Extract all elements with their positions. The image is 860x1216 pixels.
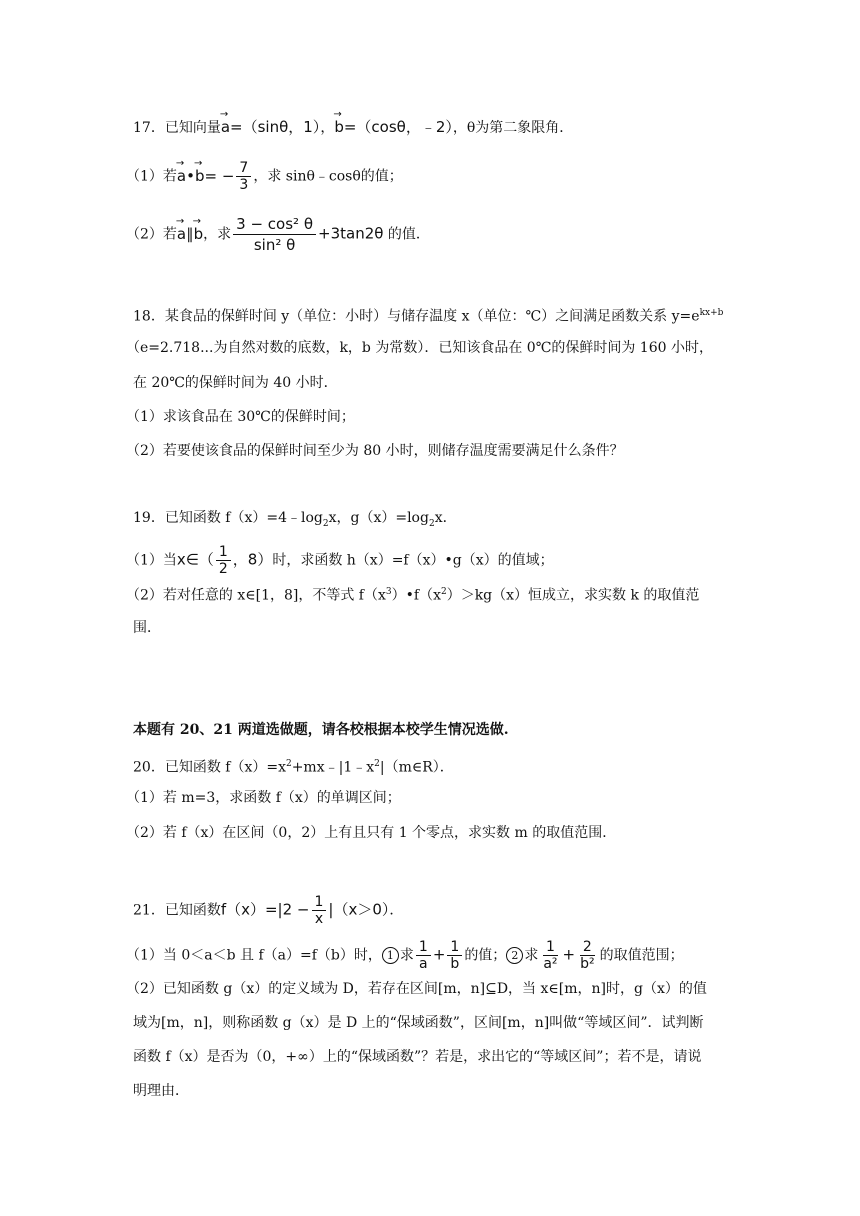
vector-a: → a [221,117,230,137]
q19-part1: （1）当x∈（ $\frac{1}{2}$ ，8）时，求函数 h（x）=f（x）•g（x）的值域； [126,544,554,577]
q17-part1: （1）若→ a•→ b= − $\frac{7}{3}$ ，求 sinθ﹣cosθ的值； [126,160,403,193]
q21-stem: 21．已知函数f（x）=|2 − $\frac{1}{x}$ |（x＞0）． [133,894,404,927]
vector-b-coords: =（cosθ，﹣2） [343,118,453,136]
q18-part2: （2）若要使该食品的保鲜时间至少为 80 小时，则储存温度需要满足什么条件？ [126,443,624,459]
q18-stem-line3: 在 20℃的保鲜时间为 40 小时． [133,375,338,391]
circled-number-1: 1 [382,947,399,964]
q21-part2-line4: 明理由． [133,1083,189,1099]
q20-part2: （2）若 f（x）在区间（0，2）上有且只有 1 个零点，求实数 m 的取值范围． [126,825,617,841]
fraction-cos-sin: $\frac{\text{3 − cos² θ}}{\text{sin² θ}}$ [233,214,316,255]
vector-b: → b [334,117,344,137]
q18-stem-line1: 18．某食品的保鲜时间 y（单位：小时）与储存温度 x（单位：℃）之间满足函数关系 $y=e^{kx+b}$ [133,308,724,325]
q19-part2-line2: 围． [133,620,161,636]
q20-part1: （1）若 m=3，求函数 f（x）的单调区间； [126,790,401,806]
q19-stem: 19．已知函数 $f(x)=4﹣\log_2x$，$g(x)=\log_2x$． [133,510,457,529]
q21-part1: （1）当 0＜a＜b 且 f（a）=f（b）时， 1 求 $\frac{1}{a}$ + $\frac{1}{b}$ 的值； 2 求 $\frac{1}{\text{a²}}$ + $\frac{2}{\text{b²}}$ 的取值范围； [126,939,684,972]
fraction-1-x: $\frac{1}{x}$ [312,894,327,927]
q21-part2-line2: 域为[m，n]，则称函数 g（x）是 D 上的“保域函数”，区间[m，n]叫做“等域区间”．试判断 [133,1015,704,1031]
q20-stem: 20．已知函数 $f(x)=x^2+mx﹣|1﹣x^2|(m\in R)$． [133,759,454,776]
elective-note: 本题有 20、21 两道选做题，请各校根据本校学生情况选做. [133,722,509,738]
q21-part2-line3: 函数 f（x）是否为（0，+∞）上的“保域函数”？若是，求出它的“等域区间”；若不是，请说 [133,1049,702,1065]
q17-stem: 17．已知向量→ a=（sinθ，1），→ b=（cosθ，﹣2），θ为第二象限角． [133,117,573,138]
q19-part2-line1: （2）若对任意的 x∈[1，8]，不等式 $f(x^3)•f(x^2)>kg(x)$恒成立，求实数 k 的取值范 [126,587,700,604]
q21-part2-line1: （2）已知函数 g（x）的定义域为 D，若存在区间[m，n]⊆D，当 x∈[m，n]时，g（x）的值 [126,981,707,997]
q17-part2: （2）若→ a∥→ b，求 $\frac{\text{3 − cos² θ}}{\text{sin² θ}}$ +3tan2θ 的值． [126,214,430,255]
q18-stem-line2: （e=2.718...为自然对数的底数，k，b 为常数）．已知该食品在 0℃的保鲜时间为 160 小时， [126,340,713,356]
q18-part1: （1）求该食品在 30℃的保鲜时间； [126,409,355,425]
fraction-1-2: $\frac{1}{2}$ [216,544,231,577]
circled-number-2: 2 [506,947,523,964]
fraction-7-3: $\frac{7}{3}$ [236,160,251,193]
vector-a-coords: =（sinθ，1） [230,118,321,136]
